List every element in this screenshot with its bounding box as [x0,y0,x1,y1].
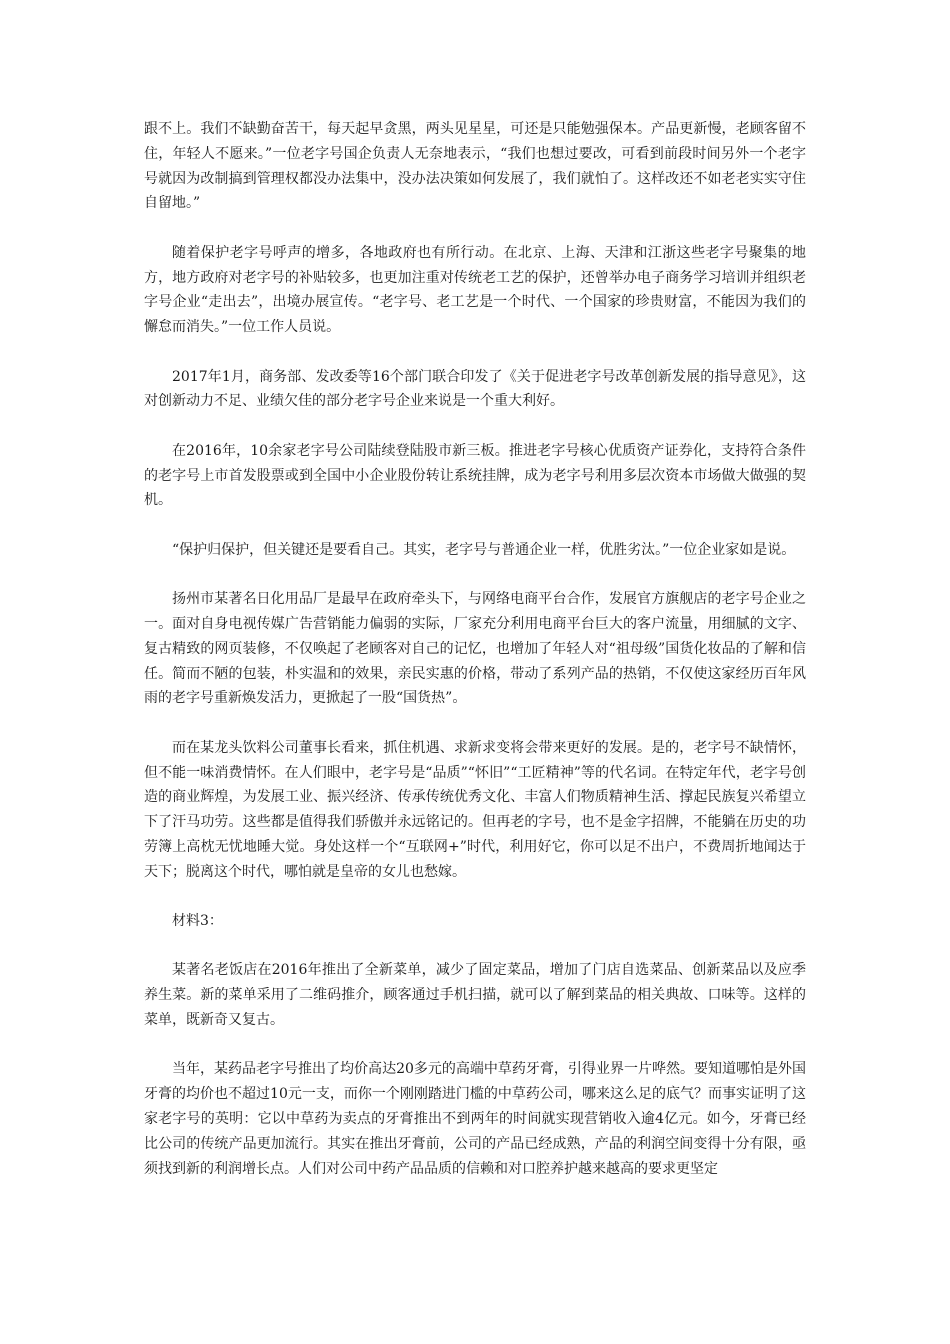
paragraph-7: 而在某龙头饮料公司董事长看来，抓住机遇、求新求变将会带来更好的发展。是的，老字号不缺情怀，但不能一味消费情怀。在人们眼中，老字号是“品质”“怀旧”“工匠精神”等的代名词。在特定年代，老字号创造的商业辉煌，为发展工业、振兴经济、传承传统优秀文化、丰富人们物质精神生活、撑起民族复兴希望立下了汗马功劳。这些都是值得我们骄傲并永远铭记的。但再老的字号，也不是金字招牌，不能躺在历史的功劳簿上高枕无忧地睡大觉。身处这样一个“互联网+”时代，利用好它，你可以足不出户，不费周折地闻达于天下；脱离这个时代，哪怕就是皇帝的女儿也愁嫁。 [144,739,806,880]
section-heading-material-3: 材料3： [172,913,223,930]
document-page [144,117,806,1181]
paragraph-3: 2017年1月，商务部、发改委等16个部门联合印发了《关于促进老字号改革创新发展的指导意见》，这对创新动力不足、业绩欠佳的部分老字号企业来说是一个重大利好。 [144,368,806,410]
paragraph-6: 扬州市某著名日化用品厂是最早在政府牵头下，与网络电商平台合作，发展官方旗舰店的老字号企业之一。面对自身电视传媒广告营销能力偏弱的实际，厂家充分利用电商平台巨大的客户流量，用细腻的文字、复古精致的网页装修，不仅唤起了老顾客对自己的记忆，也增加了年轻人对“祖母级”国货化妆品的了解和信任。简而不陋的包装，朴实温和的效果，亲民实惠的价格，带动了系列产品的热销，不仅使这家经历百年风雨的老字号重新焕发活力，更掀起了一股“国货热”。 [144,591,806,707]
paragraph-4: 在2016年，10余家老字号公司陆续登陆股市新三板。推进老字号核心优质资产证券化，支持符合条件的老字号上市首发股票或到全国中小企业股份转让系统挂牌，成为老字号利用多层次资本市场做大做强的契机。 [144,442,806,509]
paragraph-8: 某著名老饭店在2016年推出了全新菜单，减少了固定菜品，增加了门店自选菜品、创新菜品以及应季养生菜。新的菜单采用了二维码推介，顾客通过手机扫描，就可以了解到菜品的相关典故、口味等。这样的菜单，既新奇又复古。 [144,962,806,1029]
paragraph-2: 随着保护老字号呼声的增多，各地政府也有所行动。在北京、上海、天津和江浙这些老字号聚集的地方，地方政府对老字号的补贴较多，也更加注重对传统老工艺的保护，还曾举办电子商务学习培训并组织老字号企业“走出去”，出境办展宣传。“老字号、老工艺是一个时代、一个国家的珍贵财富，不能因为我们的懈怠而消失。”一位工作人员说。 [144,244,806,336]
paragraph-1: 跟不上。我们不缺勤奋苦干，每天起早贪黑，两头见星星，可还是只能勉强保本。产品更新慢，老顾客留不住，年轻人不愿来。”一位老字号国企负责人无奈地表示，“我们也想过要改，可看到前段时间另外一个老字号就因为改制搞到管理权都没办法集中，没办法决策如何发展了，我们就怕了。这样改还不如老老实实守住自留地。” [144,121,806,212]
paragraph-9: 当年，某药品老字号推出了均价高达20多元的高端中草药牙膏，引得业界一片哗然。要知道哪怕是外国牙膏的均价也不超过10元一支，而你一个刚刚踏进门槛的中草药公司，哪来这么足的底气？而事实证明了这家老字号的英明：它以中草药为卖点的牙膏推出不到两年的时间就实现营销收入逾4亿元。如今，牙膏已经比公司的传统产品更加流行。其实在推出牙膏前，公司的产品已经成熟，产品的利润空间变得十分有限，亟须找到新的利润增长点。人们对公司中药产品品质的信赖和对口腔养护越来越高的要求更坚定 [144,1061,806,1177]
paragraph-5: “保护归保护，但关键还是要看自己。其实，老字号与普通企业一样，优胜劣汰。”一位企业家如是说。 [172,541,796,558]
